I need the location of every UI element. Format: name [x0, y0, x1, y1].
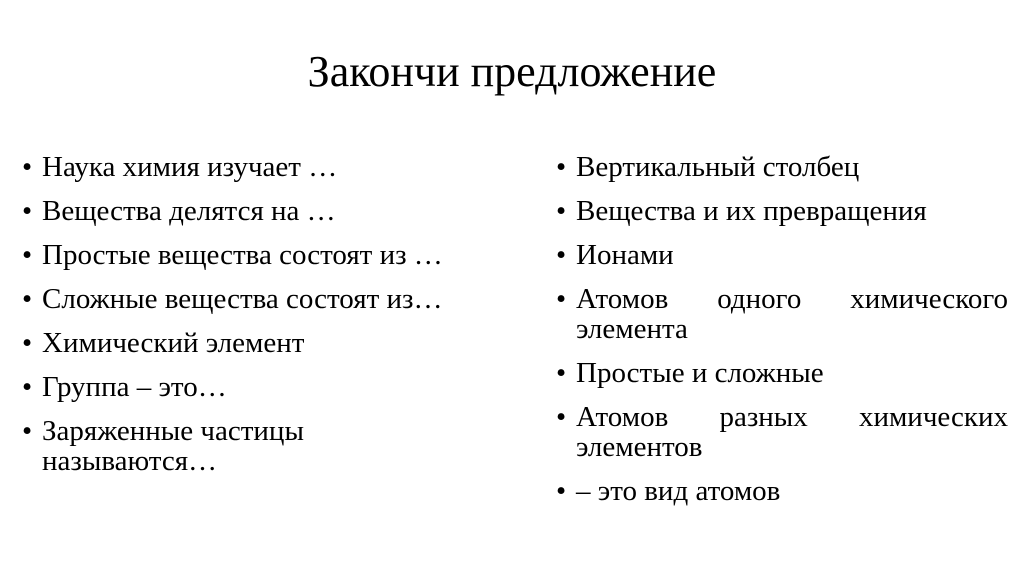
bullet-icon: • — [556, 151, 567, 183]
left-item-text: Сложные вещества состоят из… — [42, 283, 443, 315]
left-item-text: Заряженные частицы называются… — [42, 415, 304, 477]
bullet-icon: • — [556, 401, 567, 433]
bullet-icon: • — [22, 283, 33, 315]
right-item-5 — [556, 358, 1008, 388]
left-item-5 — [22, 328, 510, 358]
left-item-1 — [22, 152, 510, 182]
left-item-6 — [22, 372, 510, 402]
bullet-icon: • — [22, 415, 33, 447]
left-item-text: Вещества делятся на … — [42, 195, 336, 227]
bullet-icon: • — [22, 151, 33, 183]
right-item-2 — [556, 196, 1008, 226]
right-item-text: Ионами — [576, 239, 674, 271]
slide-title: Закончи предложение — [307, 47, 717, 96]
right-item-text: Простые и сложные — [576, 357, 824, 389]
bullet-icon: • — [556, 239, 567, 271]
left-item-3 — [22, 240, 510, 270]
right-item-6 — [556, 402, 1008, 462]
right-column — [556, 152, 1008, 520]
right-item-text: Атомов одного химического элемента — [576, 283, 1008, 345]
bullet-icon: • — [556, 475, 567, 507]
left-item-text: Химический элемент — [42, 327, 305, 359]
right-item-7 — [556, 476, 1008, 506]
bullet-icon: • — [22, 327, 33, 359]
right-item-text: Атомов разных химических элементов — [576, 401, 1008, 463]
bullet-icon: • — [556, 283, 567, 315]
right-item-text: Вещества и их превращения — [576, 195, 927, 227]
left-item-text: Наука химия изучает … — [42, 151, 338, 183]
bullet-icon: • — [22, 371, 33, 403]
left-column — [22, 152, 510, 490]
right-item-text: – это вид атомов — [576, 475, 781, 507]
right-item-text: Вертикальный столбец — [576, 151, 860, 183]
right-item-3 — [556, 240, 1008, 270]
bullet-icon: • — [22, 195, 33, 227]
bullet-icon: • — [22, 239, 33, 271]
left-item-text: Группа – это… — [42, 371, 227, 403]
right-item-4 — [556, 284, 1008, 344]
left-item-2 — [22, 196, 510, 226]
bullet-icon: • — [556, 195, 567, 227]
left-item-4 — [22, 284, 510, 314]
left-item-text: Простые вещества состоят из … — [42, 239, 443, 271]
right-item-1 — [556, 152, 1008, 182]
bullet-icon: • — [556, 357, 567, 389]
left-item-7 — [22, 416, 382, 476]
